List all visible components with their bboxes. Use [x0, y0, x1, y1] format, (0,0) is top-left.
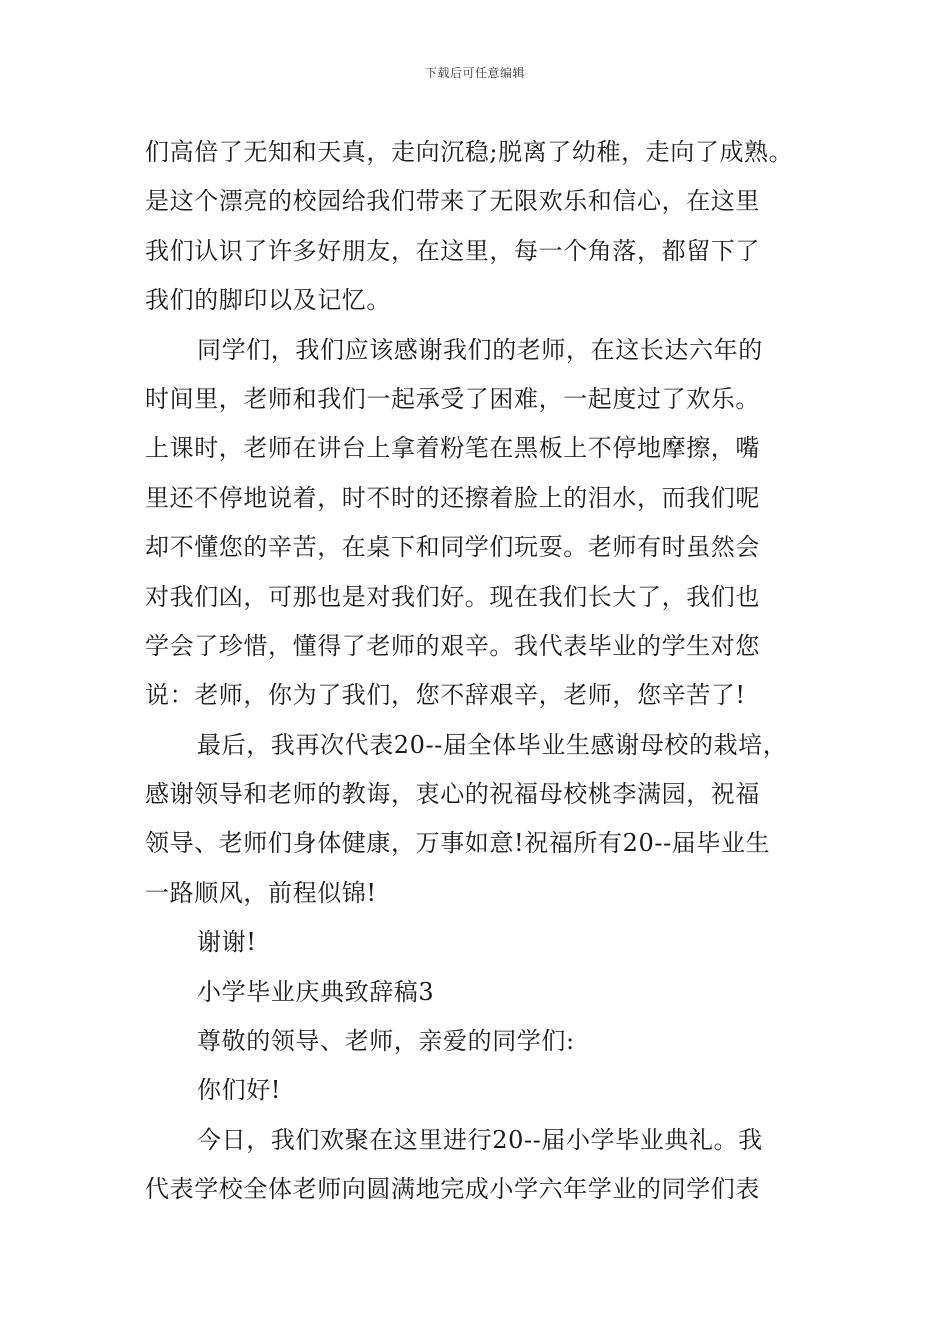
paragraph-start-line: 最后，我再次代表20--届全体毕业生感谢母校的栽培，	[197, 730, 788, 759]
text-line: 一路顺风，前程似锦!	[145, 878, 377, 907]
section-title: 小学毕业庆典致辞稿3	[197, 977, 435, 1006]
paragraph-start-line: 今日，我们欢聚在这里进行20--届小学毕业典礼。我	[197, 1125, 763, 1154]
text-line: 学会了珍惜，懂得了老师的艰辛。我代表毕业的学生对您	[145, 631, 760, 660]
text-line: 却不懂您的辛苦，在桌下和同学们玩耍。老师有时虽然会	[145, 533, 760, 562]
text-line: 说：老师，你为了我们，您不辞艰辛，老师，您辛苦了!	[145, 681, 746, 710]
text-line: 对我们凶，可那也是对我们好。现在我们长大了，我们也	[145, 582, 760, 611]
text-line: 感谢领导和老师的教诲，衷心的祝福母校桃李满园，祝福	[145, 780, 760, 809]
text-line: 里还不停地说着，时不时的还擦着脸上的泪水，而我们呢	[145, 483, 760, 512]
paragraph-start-line: 同学们，我们应该感谢我们的老师，在这长达六年的	[197, 335, 763, 364]
text-line: 时间里，老师和我们一起承受了困难，一起度过了欢乐。	[145, 384, 760, 413]
document-body	[145, 128, 835, 1215]
page-header: 下载后可任意编辑	[424, 66, 525, 80]
salutation-line: 尊敬的领导、老师，亲爱的同学们:	[197, 1027, 575, 1056]
text-line: 代表学校全体老师向圆满地完成小学六年学业的同学们表	[145, 1175, 760, 1204]
text-line: 是这个漂亮的校园给我们带来了无限欢乐和信心，在这里	[145, 187, 760, 216]
text-line: 我们的脚印以及记忆。	[145, 286, 391, 315]
text-line: 我们认识了许多好朋友，在这里，每一个角落，都留下了	[145, 236, 760, 265]
text-line: 领导、老师们身体健康，万事如意!祝福所有20--届毕业生	[145, 829, 771, 858]
thanks-line: 谢谢!	[197, 928, 257, 957]
greeting-line: 你们好!	[197, 1076, 282, 1105]
text-line: 上课时，老师在讲台上拿着粉笔在黑板上不停地摩擦，嘴	[145, 434, 760, 463]
text-line: 们高倍了无知和天真，走向沉稳;脱离了幼稚，走向了成熟。	[145, 138, 794, 166]
